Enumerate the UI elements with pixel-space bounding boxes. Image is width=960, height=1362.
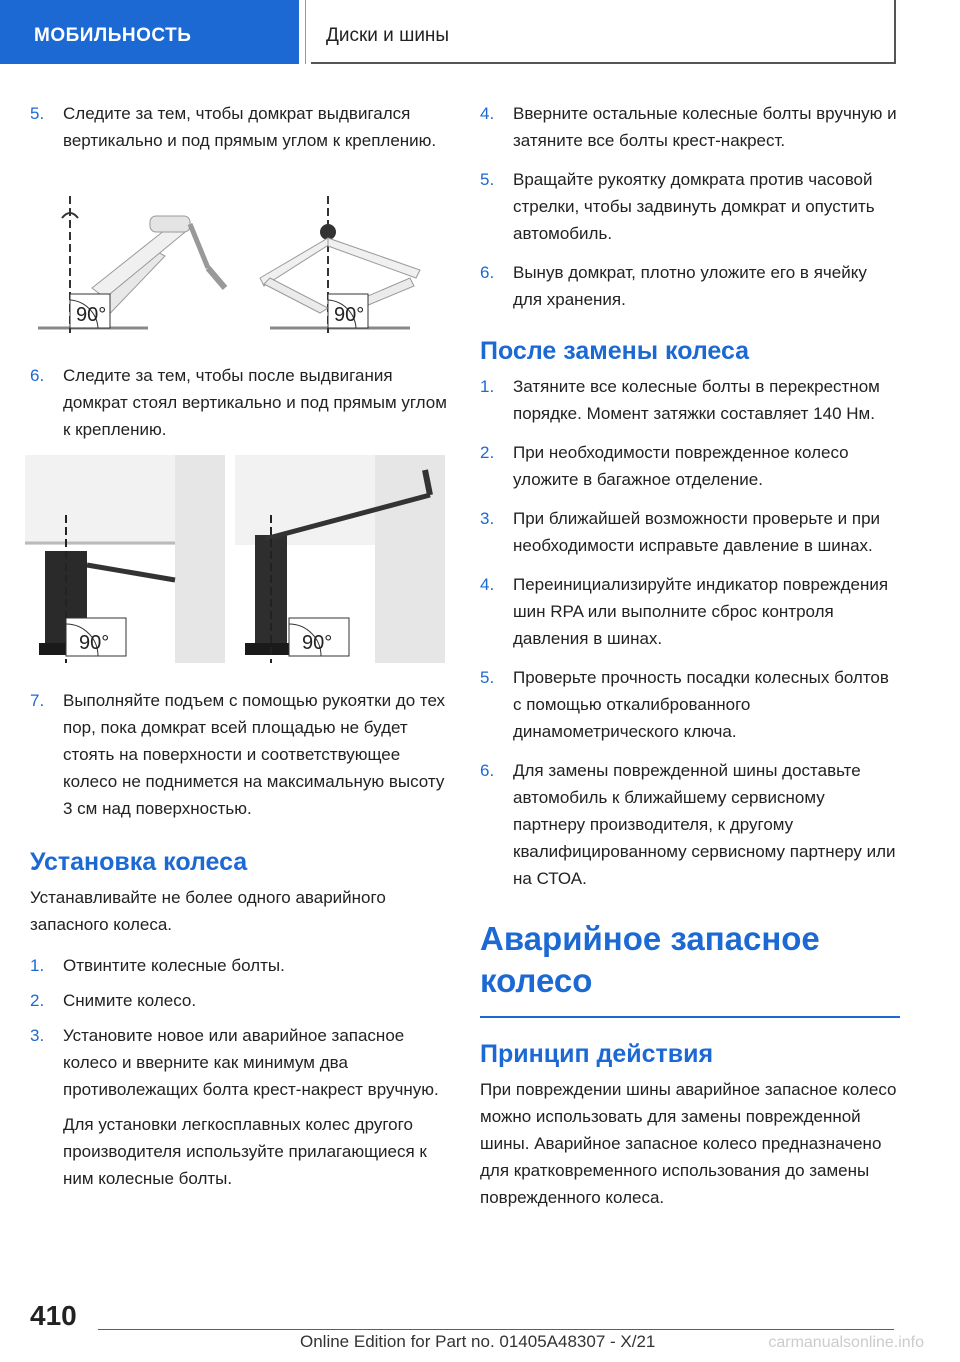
step-text: Для замены поврежденной шины доставьте автомобиль к ближайшему сервисному партнеру производителя, к другому квалифицированному сервисному партнеру или на СТОА. xyxy=(513,761,896,888)
section-title: МОБИЛЬНОСТЬ xyxy=(34,25,192,46)
footer-rule xyxy=(98,1329,894,1330)
step-number: 5. xyxy=(30,104,45,123)
step-text: Следите за тем, чтобы после выдвигания домкрат стоял вертикально и под прямым углом к креплению. xyxy=(63,366,447,439)
step-text: Переинициализируйте индикатор повреждения шин RPA или выполните сброс контроля давления в шинах. xyxy=(513,575,889,648)
spare-wheel-title: Аварийное запасное колесо xyxy=(480,920,820,999)
list-item xyxy=(480,757,900,892)
angle-label-left: 90° xyxy=(79,632,110,654)
list-item xyxy=(480,664,900,745)
step-number: 5. xyxy=(480,668,495,687)
step-number: 2. xyxy=(30,991,45,1010)
left-column xyxy=(30,100,450,1192)
list-item xyxy=(480,373,900,427)
angle-label-left: 90° xyxy=(76,304,107,326)
step-number: 3. xyxy=(480,509,495,528)
step-number: 6. xyxy=(480,263,495,282)
list-item xyxy=(30,952,450,979)
step-number: 7. xyxy=(30,691,45,710)
step-number: 5. xyxy=(480,170,495,189)
step-text: Следите за тем, чтобы домкрат выдвигался вертикально и под прямым углом к креплению. xyxy=(63,104,437,150)
jack-under-car-illustration xyxy=(25,455,445,663)
list-item xyxy=(480,439,900,493)
step-text: Установите новое или аварийное запасное колесо и вверните как минимум два противолежащих болта крест-накрест вручную. xyxy=(63,1026,439,1099)
step-text: Выполняйте подъем с помощью рукоятки до тех пор, пока домкрат всей площадью не будет стоять на поверхности и соответствующее колесо не поднимется на максимальную высоту 3 см над поверхностью. xyxy=(63,691,446,818)
list-item xyxy=(30,687,450,822)
step-number: 4. xyxy=(480,104,495,123)
list-item xyxy=(30,987,450,1014)
step-number: 1. xyxy=(30,956,45,975)
step-number: 3. xyxy=(30,1026,45,1045)
list-item xyxy=(480,505,900,559)
install-intro: Устанавливайте не более одного аварийного запасного колеса. xyxy=(30,888,386,934)
list-item xyxy=(480,166,900,247)
list-item xyxy=(30,362,450,443)
step-text: Отвинтите колесные болты. xyxy=(63,956,285,975)
list-item xyxy=(30,1022,450,1103)
tab-divider xyxy=(305,0,306,64)
step-text: Вверните остальные колесные болты вручную и затяните все болты крест-накрест. xyxy=(513,104,897,150)
after-heading: После замены колеса xyxy=(480,337,750,365)
step-text: Вращайте рукоятку домкрата против часовой стрелки, чтобы задвинуть домкрат и опустить автомобиль. xyxy=(513,170,875,243)
step-number: 4. xyxy=(480,575,495,594)
step-number: 6. xyxy=(480,761,495,780)
section-tab xyxy=(0,0,299,64)
list-item xyxy=(480,571,900,652)
step-text: Вынув домкрат, плотно уложите его в ячейку для хранения. xyxy=(513,263,867,309)
step-number: 2. xyxy=(480,443,495,462)
step-number: 6. xyxy=(30,366,45,385)
angle-label-right: 90° xyxy=(334,304,365,326)
jack-figure-scissor xyxy=(30,188,450,346)
install-note: Для установки легкосплавных колес другого производителя используйте прилагающиеся к ним колесные болты. xyxy=(63,1115,427,1188)
principle-text: При повреждении шины аварийное запасное колесо можно использовать для замены поврежденной шины. Аварийное запасное колесо предназначено для кратковременного использования до замены поврежденного колеса. xyxy=(480,1080,897,1207)
step-text: При ближайшей возможности проверьте и при необходимости исправьте давление в шинах. xyxy=(513,509,881,555)
install-heading: Установка колеса xyxy=(30,848,248,876)
step-number: 1. xyxy=(480,377,495,396)
list-item xyxy=(30,100,450,154)
page-number: 410 xyxy=(30,1300,77,1331)
topic-tab xyxy=(311,0,896,64)
title-rule xyxy=(480,1016,900,1018)
list-item xyxy=(480,100,900,154)
principle-heading: Принцип действия xyxy=(480,1040,714,1068)
scissor-jack-illustration xyxy=(30,188,450,338)
step-text: Затяните все колесные болты в перекрестном порядке. Момент затяжки составляет 140 Нм. xyxy=(513,377,880,423)
topic-title: Диски и шины xyxy=(326,25,450,46)
list-item xyxy=(480,259,900,313)
angle-label-right: 90° xyxy=(302,632,333,654)
jack-figure-photo xyxy=(25,455,450,671)
step-text: При необходимости поврежденное колесо уложите в багажное отделение. xyxy=(513,443,849,489)
step-text: Снимите колесо. xyxy=(63,991,197,1010)
step-text: Проверьте прочность посадки колесных болтов с помощью откалиброванного динамометрического ключа. xyxy=(513,668,889,741)
watermark: carmanualsonline.info xyxy=(768,1334,924,1351)
right-column xyxy=(480,100,900,1211)
edition-text: Online Edition for Part no. 01405A48307 - X/21 xyxy=(300,1332,656,1351)
